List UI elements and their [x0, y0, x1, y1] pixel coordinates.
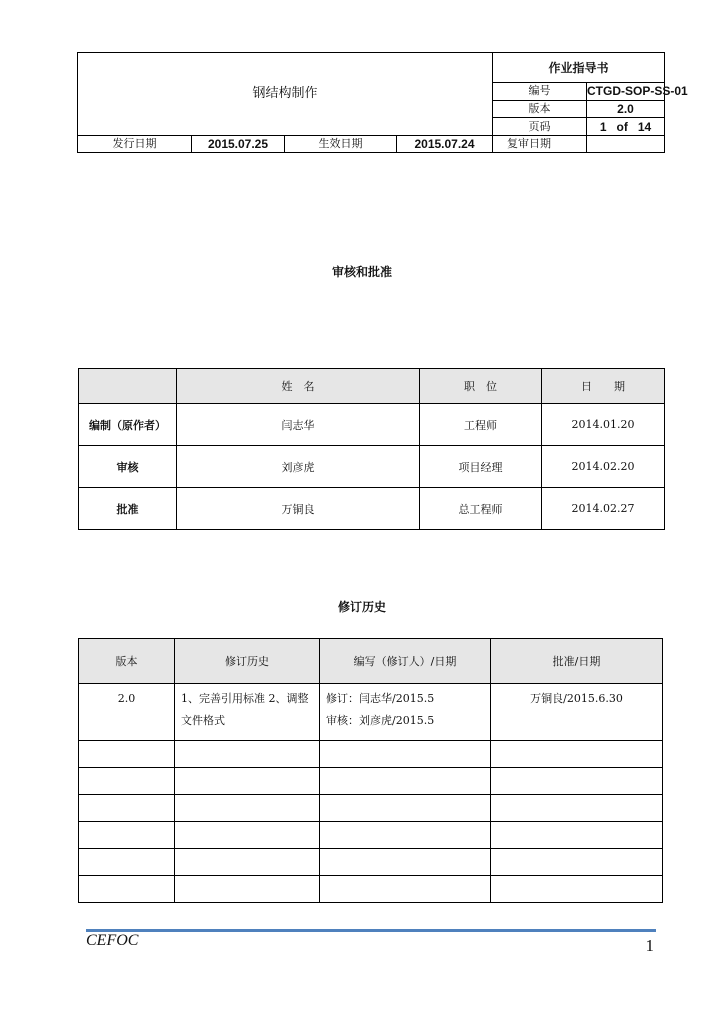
footer-page-number: 1: [645, 936, 654, 955]
table-row: [79, 876, 663, 903]
position-cell: 项目经理: [420, 446, 542, 488]
empty-cell: [320, 876, 491, 903]
table-row: [79, 488, 665, 530]
empty-cell: [175, 822, 320, 849]
approval-col-position: 职 位: [420, 369, 542, 404]
position-cell: 总工程师: [420, 488, 542, 530]
revision-table: [78, 638, 663, 903]
review-date-value: [587, 136, 665, 153]
revision-approval-cell: 万铜良/2015.6.30: [491, 684, 663, 741]
table-row: [79, 795, 663, 822]
name-cell: 万铜良: [177, 488, 420, 530]
revision-col-version: 版本: [79, 639, 175, 684]
document-header-table: [77, 52, 688, 153]
empty-cell: [175, 876, 320, 903]
revision-reviewer-line: 审核：刘彦虎/2015.5: [326, 714, 435, 727]
effective-date-label: 生效日期: [285, 136, 397, 153]
approval-col-blank: [79, 369, 177, 404]
footer-brand: CEFOC: [86, 932, 139, 949]
empty-cell: [175, 849, 320, 876]
revision-header-row: [79, 639, 663, 684]
table-row: [79, 446, 665, 488]
empty-cell: [491, 768, 663, 795]
revision-section-title: 修订历史: [337, 600, 386, 614]
empty-cell: [491, 849, 663, 876]
empty-cell: [491, 822, 663, 849]
table-row: [79, 404, 665, 446]
approval-col-date: 日 期: [542, 369, 665, 404]
issue-date-value: 2015.07.25: [192, 136, 285, 153]
empty-cell: [491, 795, 663, 822]
approval-section-title: 审核和批准: [331, 265, 392, 279]
approval-header-row: [79, 369, 665, 404]
approval-col-name: 姓 名: [177, 369, 420, 404]
empty-cell: [320, 822, 491, 849]
table-row: [79, 822, 663, 849]
revision-col-history: 修订历史: [175, 639, 320, 684]
position-cell: 工程师: [420, 404, 542, 446]
role-cell: 批准: [79, 488, 177, 530]
approval-table: [78, 368, 665, 530]
date-cell: 2014.01.20: [542, 404, 665, 446]
empty-cell: [79, 822, 175, 849]
issue-date-label: 发行日期: [78, 136, 192, 153]
name-cell: 刘彦虎: [177, 446, 420, 488]
empty-cell: [79, 741, 175, 768]
empty-cell: [175, 741, 320, 768]
code-value: CTGD-SOP-SS-01: [587, 84, 688, 99]
page-label: 页码: [493, 118, 587, 136]
table-row: [79, 849, 663, 876]
empty-cell: [491, 741, 663, 768]
version-label: 版本: [493, 100, 587, 118]
version-value: 2.0: [587, 100, 665, 118]
document-type: 作业指导书: [493, 53, 665, 83]
revision-col-approval: 批准/日期: [491, 639, 663, 684]
review-date-label: 复审日期: [493, 136, 587, 153]
empty-cell: [79, 795, 175, 822]
date-cell: 2014.02.27: [542, 488, 665, 530]
code-label: 编号: [493, 83, 587, 101]
revision-author-line: 修订：闫志华/2015.5: [326, 692, 435, 705]
role-cell: 编制（原作者）: [79, 404, 177, 446]
footer-rule: [86, 929, 656, 932]
document-name: 钢结构制作: [78, 53, 493, 136]
table-row: [79, 684, 663, 741]
revision-author-cell: [320, 684, 491, 741]
empty-cell: [79, 876, 175, 903]
revision-col-author: 编写（修订人）/日期: [320, 639, 491, 684]
page-value: 1 of 14: [587, 118, 665, 136]
revision-history-cell: 1、完善引用标准 2、调整文件格式: [175, 684, 320, 741]
table-row: [79, 768, 663, 795]
empty-cell: [491, 876, 663, 903]
empty-cell: [320, 795, 491, 822]
empty-cell: [175, 795, 320, 822]
empty-cell: [79, 849, 175, 876]
effective-date-value: 2015.07.24: [397, 136, 493, 153]
table-row: [79, 741, 663, 768]
role-cell: 审核: [79, 446, 177, 488]
revision-version-cell: 2.0: [79, 684, 175, 741]
empty-cell: [79, 768, 175, 795]
date-cell: 2014.02.20: [542, 446, 665, 488]
name-cell: 闫志华: [177, 404, 420, 446]
empty-cell: [320, 849, 491, 876]
empty-cell: [320, 768, 491, 795]
empty-cell: [175, 768, 320, 795]
empty-cell: [320, 741, 491, 768]
